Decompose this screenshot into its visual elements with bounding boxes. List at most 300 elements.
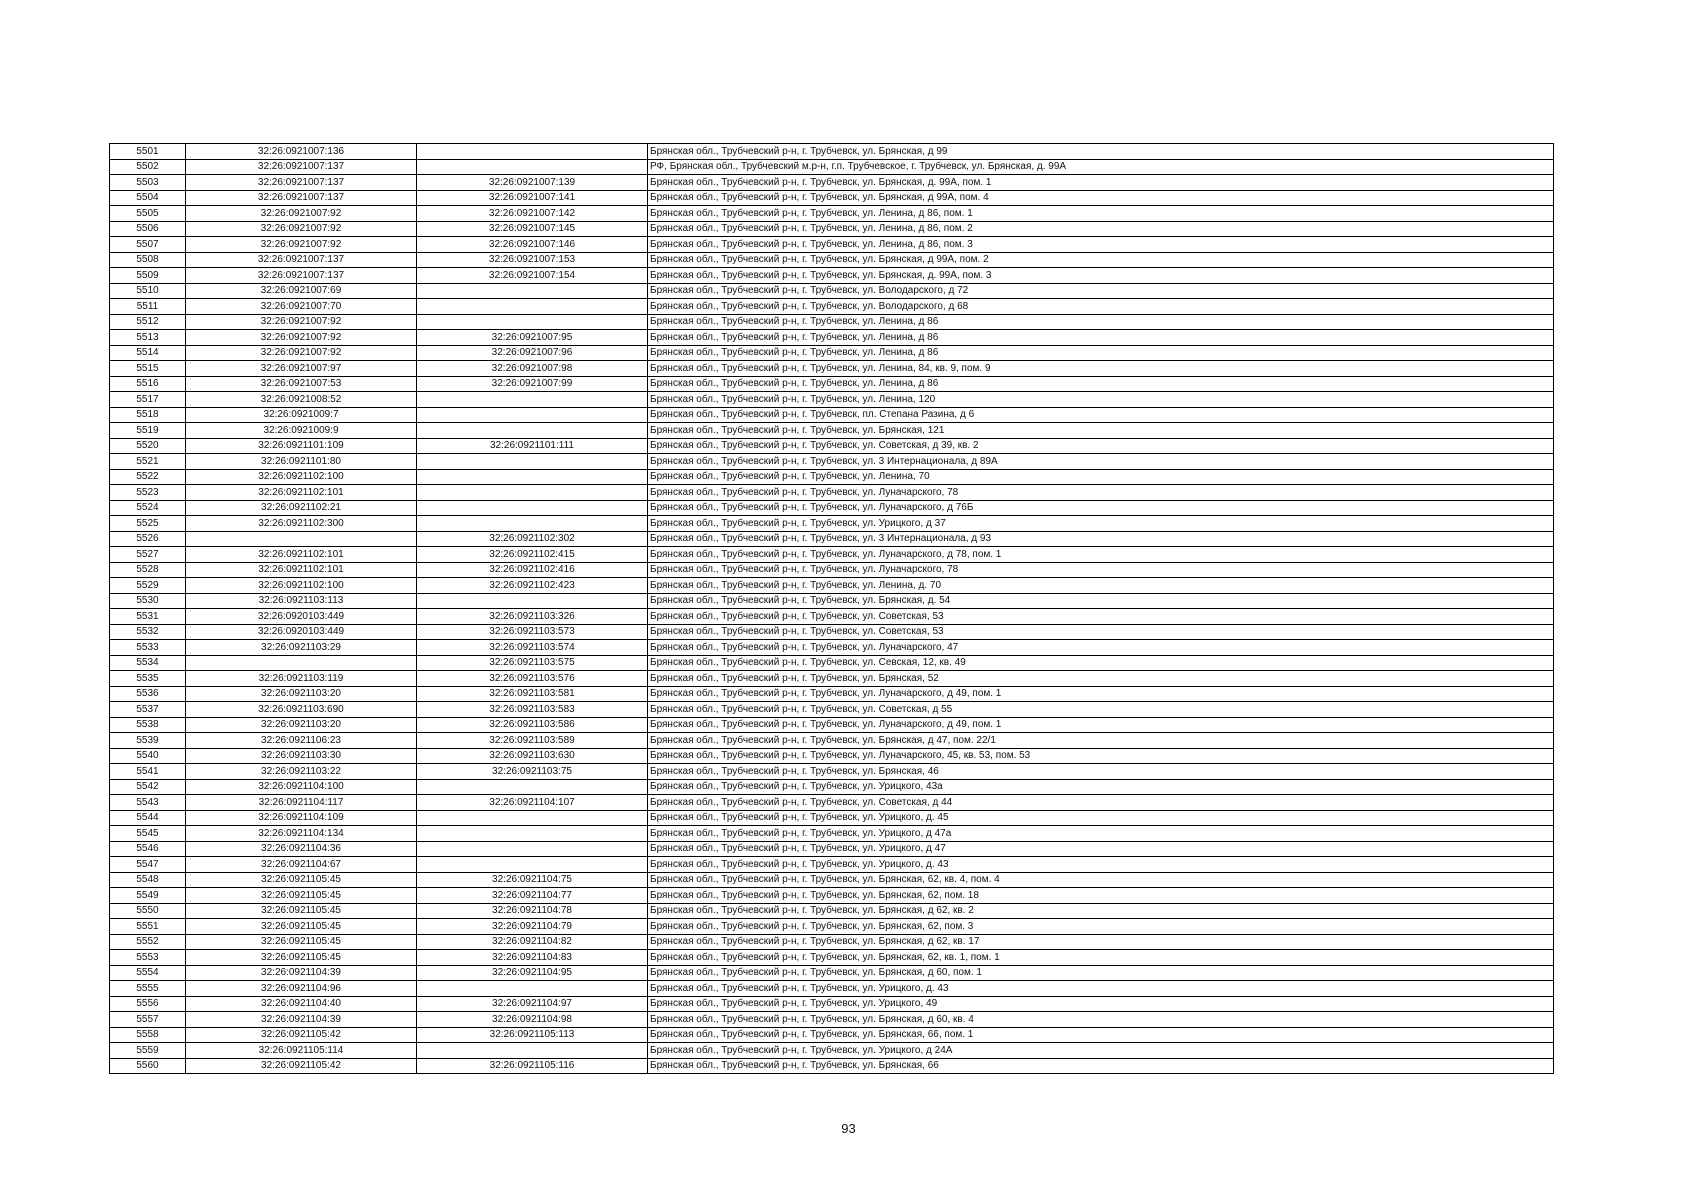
row-number-cell: 5537 — [110, 702, 186, 718]
table-row — [110, 206, 1554, 222]
cadastral-number-cell: 32:26:0921007:137 — [186, 175, 417, 191]
address-cell: Брянская обл., Трубчевский р-н, г. Трубчевск, ул. Луначарского, 78 — [648, 562, 1554, 578]
cadastral-number-cell: 32:26:0921103:690 — [186, 702, 417, 718]
records-table-body — [110, 144, 1554, 1074]
row-number-cell: 5505 — [110, 206, 186, 222]
table-row — [110, 237, 1554, 253]
table-row — [110, 810, 1554, 826]
linked-cadastral-number-cell: 32:26:0921007:154 — [417, 268, 648, 284]
table-row — [110, 624, 1554, 640]
table-row — [110, 1043, 1554, 1059]
row-number-cell: 5550 — [110, 903, 186, 919]
address-cell: Брянская обл., Трубчевский р-н, г. Трубчевск, ул. Урицкого, д 47а — [648, 826, 1554, 842]
row-number-cell: 5508 — [110, 252, 186, 268]
table-row — [110, 686, 1554, 702]
table-row — [110, 423, 1554, 439]
address-cell: Брянская обл., Трубчевский р-н, г. Трубчевск, ул. Брянская, д. 99А, пом. 3 — [648, 268, 1554, 284]
address-cell: Брянская обл., Трубчевский р-н, г. Трубчевск, ул. Луначарского, д 76Б — [648, 500, 1554, 516]
row-number-cell: 5528 — [110, 562, 186, 578]
address-cell: Брянская обл., Трубчевский р-н, г. Трубчевск, ул. Луначарского, д 49, пом. 1 — [648, 717, 1554, 733]
row-number-cell: 5546 — [110, 841, 186, 857]
linked-cadastral-number-cell — [417, 500, 648, 516]
row-number-cell: 5511 — [110, 299, 186, 315]
row-number-cell: 5510 — [110, 283, 186, 299]
cadastral-number-cell: 32:26:0921103:113 — [186, 593, 417, 609]
linked-cadastral-number-cell: 32:26:0921103:576 — [417, 671, 648, 687]
address-cell: Брянская обл., Трубчевский р-н, г. Трубчевск, ул. Урицкого, д 24А — [648, 1043, 1554, 1059]
linked-cadastral-number-cell: 32:26:0921102:423 — [417, 578, 648, 594]
linked-cadastral-number-cell: 32:26:0921007:142 — [417, 206, 648, 222]
address-cell: Брянская обл., Трубчевский р-н, г. Трубчевск, ул. Урицкого, д. 43 — [648, 981, 1554, 997]
address-cell: Брянская обл., Трубчевский р-н, г. Трубчевск, ул. Брянская, д 62, кв. 17 — [648, 934, 1554, 950]
row-number-cell: 5551 — [110, 919, 186, 935]
row-number-cell: 5509 — [110, 268, 186, 284]
linked-cadastral-number-cell: 32:26:0921105:116 — [417, 1058, 648, 1074]
cadastral-number-cell: 32:26:0921102:100 — [186, 469, 417, 485]
linked-cadastral-number-cell: 32:26:0921007:141 — [417, 190, 648, 206]
cadastral-number-cell: 32:26:0921007:92 — [186, 206, 417, 222]
address-cell: Брянская обл., Трубчевский р-н, г. Трубчевск, ул. Брянская, д. 99А, пом. 1 — [648, 175, 1554, 191]
table-row — [110, 655, 1554, 671]
address-cell: Брянская обл., Трубчевский р-н, г. Трубчевск, ул. Ленина, 84, кв. 9, пом. 9 — [648, 361, 1554, 377]
table-row — [110, 485, 1554, 501]
row-number-cell: 5541 — [110, 764, 186, 780]
linked-cadastral-number-cell: 32:26:0921103:589 — [417, 733, 648, 749]
cadastral-number-cell: 32:26:0921008:52 — [186, 392, 417, 408]
address-cell: Брянская обл., Трубчевский р-н, г. Трубчевск, ул. Урицкого, д 47 — [648, 841, 1554, 857]
address-cell: Брянская обл., Трубчевский р-н, г. Трубчевск, ул. Брянская, д 99 — [648, 144, 1554, 160]
table-row — [110, 299, 1554, 315]
linked-cadastral-number-cell: 32:26:0921104:79 — [417, 919, 648, 935]
table-row — [110, 361, 1554, 377]
linked-cadastral-number-cell: 32:26:0921007:146 — [417, 237, 648, 253]
address-cell: Брянская обл., Трубчевский р-н, г. Трубчевск, ул. Брянская, 62, пом. 3 — [648, 919, 1554, 935]
address-cell: Брянская обл., Трубчевский р-н, г. Трубчевск, ул. Брянская, 62, кв. 1, пом. 1 — [648, 950, 1554, 966]
linked-cadastral-number-cell: 32:26:0921103:575 — [417, 655, 648, 671]
cadastral-number-cell: 32:26:0921007:69 — [186, 283, 417, 299]
cadastral-number-cell: 32:26:0921105:114 — [186, 1043, 417, 1059]
address-cell: Брянская обл., Трубчевский р-н, г. Трубчевск, ул. Севская, 12, кв. 49 — [648, 655, 1554, 671]
cadastral-number-cell: 32:26:0921009:7 — [186, 407, 417, 423]
row-number-cell: 5524 — [110, 500, 186, 516]
row-number-cell: 5553 — [110, 950, 186, 966]
table-row — [110, 748, 1554, 764]
address-cell: Брянская обл., Трубчевский р-н, г. Трубчевск, ул. Советская, д 39, кв. 2 — [648, 438, 1554, 454]
row-number-cell: 5506 — [110, 221, 186, 237]
row-number-cell: 5549 — [110, 888, 186, 904]
cadastral-number-cell: 32:26:0921007:137 — [186, 252, 417, 268]
linked-cadastral-number-cell — [417, 159, 648, 175]
table-row — [110, 392, 1554, 408]
linked-cadastral-number-cell: 32:26:0921104:97 — [417, 996, 648, 1012]
row-number-cell: 5534 — [110, 655, 186, 671]
table-row — [110, 175, 1554, 191]
table-row — [110, 438, 1554, 454]
address-cell: Брянская обл., Трубчевский р-н, г. Трубчевск, ул. Володарского, д 72 — [648, 283, 1554, 299]
address-cell: Брянская обл., Трубчевский р-н, г. Трубчевск, ул. Луначарского, 78 — [648, 485, 1554, 501]
table-row — [110, 547, 1554, 563]
table-row — [110, 1058, 1554, 1074]
cadastral-number-cell: 32:26:0921103:29 — [186, 640, 417, 656]
table-row — [110, 190, 1554, 206]
cadastral-number-cell: 32:26:0921104:36 — [186, 841, 417, 857]
linked-cadastral-number-cell — [417, 314, 648, 330]
cadastral-number-cell: 32:26:0921007:97 — [186, 361, 417, 377]
row-number-cell: 5520 — [110, 438, 186, 454]
linked-cadastral-number-cell: 32:26:0921007:139 — [417, 175, 648, 191]
cadastral-number-cell: 32:26:0921106:23 — [186, 733, 417, 749]
cadastral-number-cell: 32:26:0921007:137 — [186, 159, 417, 175]
address-cell: Брянская обл., Трубчевский р-н, г. Трубчевск, ул. Ленина, д 86, пом. 2 — [648, 221, 1554, 237]
linked-cadastral-number-cell: 32:26:0921007:98 — [417, 361, 648, 377]
table-row — [110, 903, 1554, 919]
linked-cadastral-number-cell — [417, 516, 648, 532]
row-number-cell: 5503 — [110, 175, 186, 191]
cadastral-number-cell: 32:26:0921104:117 — [186, 795, 417, 811]
table-row — [110, 283, 1554, 299]
address-cell: Брянская обл., Трубчевский р-н, г. Трубчевск, ул. Володарского, д 68 — [648, 299, 1554, 315]
table-row — [110, 888, 1554, 904]
cadastral-number-cell: 32:26:0921007:92 — [186, 221, 417, 237]
row-number-cell: 5542 — [110, 779, 186, 795]
row-number-cell: 5527 — [110, 547, 186, 563]
row-number-cell: 5513 — [110, 330, 186, 346]
row-number-cell: 5518 — [110, 407, 186, 423]
table-row — [110, 733, 1554, 749]
linked-cadastral-number-cell — [417, 485, 648, 501]
linked-cadastral-number-cell: 32:26:0921103:586 — [417, 717, 648, 733]
row-number-cell: 5525 — [110, 516, 186, 532]
linked-cadastral-number-cell — [417, 454, 648, 470]
address-cell: Брянская обл., Трубчевский р-н, г. Трубчевск, ул. Брянская, 46 — [648, 764, 1554, 780]
row-number-cell: 5526 — [110, 531, 186, 547]
table-row — [110, 469, 1554, 485]
cadastral-number-cell: 32:26:0921102:300 — [186, 516, 417, 532]
linked-cadastral-number-cell: 32:26:0921104:83 — [417, 950, 648, 966]
table-row — [110, 330, 1554, 346]
cadastral-number-cell: 32:26:0921105:45 — [186, 950, 417, 966]
linked-cadastral-number-cell: 32:26:0921101:111 — [417, 438, 648, 454]
address-cell: РФ, Брянская обл., Трубчевский м.р-н, г.п. Трубчевское, г. Трубчевск, ул. Брянская, д. 99А — [648, 159, 1554, 175]
cadastral-number-cell: 32:26:0921007:53 — [186, 376, 417, 392]
cadastral-number-cell: 32:26:0921009:9 — [186, 423, 417, 439]
row-number-cell: 5512 — [110, 314, 186, 330]
row-number-cell: 5538 — [110, 717, 186, 733]
linked-cadastral-number-cell: 32:26:0921103:630 — [417, 748, 648, 764]
address-cell: Брянская обл., Трубчевский р-н, г. Трубчевск, ул. Ленина, д. 70 — [648, 578, 1554, 594]
cadastral-number-cell: 32:26:0921007:92 — [186, 330, 417, 346]
linked-cadastral-number-cell: 32:26:0921104:95 — [417, 965, 648, 981]
cadastral-number-cell: 32:26:0921105:42 — [186, 1027, 417, 1043]
address-cell: Брянская обл., Трубчевский р-н, г. Трубчевск, ул. Ленина, д 86 — [648, 330, 1554, 346]
table-row — [110, 144, 1554, 160]
row-number-cell: 5558 — [110, 1027, 186, 1043]
table-row — [110, 252, 1554, 268]
linked-cadastral-number-cell: 32:26:0921103:574 — [417, 640, 648, 656]
address-cell: Брянская обл., Трубчевский р-н, г. Трубчевск, ул. Советская, д 44 — [648, 795, 1554, 811]
table-row — [110, 950, 1554, 966]
linked-cadastral-number-cell — [417, 981, 648, 997]
row-number-cell: 5539 — [110, 733, 186, 749]
linked-cadastral-number-cell: 32:26:0921102:415 — [417, 547, 648, 563]
cadastral-number-cell: 32:26:0921103:30 — [186, 748, 417, 764]
address-cell: Брянская обл., Трубчевский р-н, г. Трубчевск, ул. Советская, 53 — [648, 609, 1554, 625]
row-number-cell: 5556 — [110, 996, 186, 1012]
address-cell: Брянская обл., Трубчевский р-н, г. Трубчевск, ул. Урицкого, д. 45 — [648, 810, 1554, 826]
address-cell: Брянская обл., Трубчевский р-н, г. Трубчевск, ул. Брянская, 52 — [648, 671, 1554, 687]
table-row — [110, 826, 1554, 842]
linked-cadastral-number-cell — [417, 469, 648, 485]
linked-cadastral-number-cell: 32:26:0921103:75 — [417, 764, 648, 780]
cadastral-number-cell: 32:26:0921102:100 — [186, 578, 417, 594]
cadastral-number-cell — [186, 531, 417, 547]
address-cell: Брянская обл., Трубчевский р-н, г. Трубчевск, ул. Луначарского, д 78, пом. 1 — [648, 547, 1554, 563]
address-cell: Брянская обл., Трубчевский р-н, г. Трубчевск, ул. Урицкого, д. 43 — [648, 857, 1554, 873]
row-number-cell: 5554 — [110, 965, 186, 981]
address-cell: Брянская обл., Трубчевский р-н, г. Трубчевск, ул. Брянская, д 99А, пом. 2 — [648, 252, 1554, 268]
address-cell: Брянская обл., Трубчевский р-н, г. Трубчевск, пл. Степана Разина, д 6 — [648, 407, 1554, 423]
address-cell: Брянская обл., Трубчевский р-н, г. Трубчевск, ул. Луначарского, д 49, пом. 1 — [648, 686, 1554, 702]
cadastral-number-cell: 32:26:0921102:101 — [186, 485, 417, 501]
table-row — [110, 996, 1554, 1012]
table-row — [110, 702, 1554, 718]
linked-cadastral-number-cell: 32:26:0921104:82 — [417, 934, 648, 950]
cadastral-number-cell: 32:26:0921104:100 — [186, 779, 417, 795]
address-cell: Брянская обл., Трубчевский р-н, г. Трубчевск, ул. Брянская, 66, пом. 1 — [648, 1027, 1554, 1043]
row-number-cell: 5529 — [110, 578, 186, 594]
linked-cadastral-number-cell: 32:26:0921103:326 — [417, 609, 648, 625]
linked-cadastral-number-cell: 32:26:0921007:153 — [417, 252, 648, 268]
linked-cadastral-number-cell — [417, 841, 648, 857]
table-row — [110, 934, 1554, 950]
row-number-cell: 5531 — [110, 609, 186, 625]
row-number-cell: 5547 — [110, 857, 186, 873]
linked-cadastral-number-cell: 32:26:0921103:581 — [417, 686, 648, 702]
linked-cadastral-number-cell — [417, 1043, 648, 1059]
address-cell: Брянская обл., Трубчевский р-н, г. Трубчевск, ул. Брянская, д 47, пом. 22/1 — [648, 733, 1554, 749]
table-row — [110, 1012, 1554, 1028]
address-cell: Брянская обл., Трубчевский р-н, г. Трубчевск, ул. Ленина, д 86 — [648, 345, 1554, 361]
cadastral-number-cell: 32:26:0921007:136 — [186, 144, 417, 160]
cadastral-number-cell: 32:26:0921104:96 — [186, 981, 417, 997]
linked-cadastral-number-cell: 32:26:0921104:78 — [417, 903, 648, 919]
cadastral-number-cell: 32:26:0921102:21 — [186, 500, 417, 516]
row-number-cell: 5502 — [110, 159, 186, 175]
cadastral-number-cell: 32:26:0920103:449 — [186, 624, 417, 640]
table-row — [110, 314, 1554, 330]
linked-cadastral-number-cell — [417, 779, 648, 795]
row-number-cell: 5530 — [110, 593, 186, 609]
table-row — [110, 609, 1554, 625]
linked-cadastral-number-cell — [417, 144, 648, 160]
cadastral-number-cell: 32:26:0921104:109 — [186, 810, 417, 826]
linked-cadastral-number-cell: 32:26:0921104:75 — [417, 872, 648, 888]
linked-cadastral-number-cell — [417, 407, 648, 423]
cadastral-number-cell: 32:26:0921007:70 — [186, 299, 417, 315]
cadastral-number-cell: 32:26:0921105:45 — [186, 888, 417, 904]
address-cell: Брянская обл., Трубчевский р-н, г. Трубчевск, ул. Урицкого, 43а — [648, 779, 1554, 795]
table-row — [110, 454, 1554, 470]
address-cell: Брянская обл., Трубчевский р-н, г. Трубчевск, ул. Советская, д 55 — [648, 702, 1554, 718]
table-row — [110, 1027, 1554, 1043]
row-number-cell: 5557 — [110, 1012, 186, 1028]
table-row — [110, 717, 1554, 733]
linked-cadastral-number-cell: 32:26:0921104:107 — [417, 795, 648, 811]
linked-cadastral-number-cell — [417, 392, 648, 408]
linked-cadastral-number-cell: 32:26:0921007:145 — [417, 221, 648, 237]
row-number-cell: 5533 — [110, 640, 186, 656]
linked-cadastral-number-cell: 32:26:0921102:302 — [417, 531, 648, 547]
linked-cadastral-number-cell: 32:26:0921104:98 — [417, 1012, 648, 1028]
cadastral-number-cell: 32:26:0921103:22 — [186, 764, 417, 780]
cadastral-number-cell: 32:26:0921104:67 — [186, 857, 417, 873]
row-number-cell: 5545 — [110, 826, 186, 842]
table-row — [110, 965, 1554, 981]
table-row — [110, 919, 1554, 935]
row-number-cell: 5521 — [110, 454, 186, 470]
table-row — [110, 268, 1554, 284]
cadastral-number-cell: 32:26:0921103:119 — [186, 671, 417, 687]
cadastral-number-cell: 32:26:0921105:45 — [186, 872, 417, 888]
row-number-cell: 5544 — [110, 810, 186, 826]
table-row — [110, 857, 1554, 873]
row-number-cell: 5552 — [110, 934, 186, 950]
table-row — [110, 671, 1554, 687]
table-row — [110, 376, 1554, 392]
cadastral-number-cell: 32:26:0920103:449 — [186, 609, 417, 625]
address-cell: Брянская обл., Трубчевский р-н, г. Трубчевск, ул. Ленина, д 86, пом. 1 — [648, 206, 1554, 222]
row-number-cell: 5560 — [110, 1058, 186, 1074]
linked-cadastral-number-cell — [417, 857, 648, 873]
row-number-cell: 5515 — [110, 361, 186, 377]
address-cell: Брянская обл., Трубчевский р-н, г. Трубчевск, ул. Советская, 53 — [648, 624, 1554, 640]
row-number-cell: 5523 — [110, 485, 186, 501]
cadastral-number-cell: 32:26:0921105:45 — [186, 919, 417, 935]
table-row — [110, 345, 1554, 361]
linked-cadastral-number-cell — [417, 283, 648, 299]
linked-cadastral-number-cell: 32:26:0921007:96 — [417, 345, 648, 361]
address-cell: Брянская обл., Трубчевский р-н, г. Трубчевск, ул. Ленина, 120 — [648, 392, 1554, 408]
row-number-cell: 5535 — [110, 671, 186, 687]
row-number-cell: 5514 — [110, 345, 186, 361]
row-number-cell: 5501 — [110, 144, 186, 160]
address-cell: Брянская обл., Трубчевский р-н, г. Трубчевск, ул. Брянская, д 60, кв. 4 — [648, 1012, 1554, 1028]
address-cell: Брянская обл., Трубчевский р-н, г. Трубчевск, ул. Ленина, 70 — [648, 469, 1554, 485]
address-cell: Брянская обл., Трубчевский р-н, г. Трубчевск, ул. Урицкого, 49 — [648, 996, 1554, 1012]
records-table — [109, 143, 1554, 1074]
address-cell: Брянская обл., Трубчевский р-н, г. Трубчевск, ул. Брянская, 62, кв. 4, пом. 4 — [648, 872, 1554, 888]
row-number-cell: 5543 — [110, 795, 186, 811]
table-row — [110, 640, 1554, 656]
address-cell: Брянская обл., Трубчевский р-н, г. Трубчевск, ул. Ленина, д 86 — [648, 376, 1554, 392]
row-number-cell: 5540 — [110, 748, 186, 764]
address-cell: Брянская обл., Трубчевский р-н, г. Трубчевск, ул. Брянская, 121 — [648, 423, 1554, 439]
linked-cadastral-number-cell: 32:26:0921105:113 — [417, 1027, 648, 1043]
table-row — [110, 593, 1554, 609]
linked-cadastral-number-cell — [417, 593, 648, 609]
table-row — [110, 407, 1554, 423]
row-number-cell: 5548 — [110, 872, 186, 888]
cadastral-number-cell: 32:26:0921105:42 — [186, 1058, 417, 1074]
cadastral-number-cell: 32:26:0921105:45 — [186, 934, 417, 950]
cadastral-number-cell: 32:26:0921102:101 — [186, 547, 417, 563]
row-number-cell: 5559 — [110, 1043, 186, 1059]
table-row — [110, 531, 1554, 547]
cadastral-number-cell: 32:26:0921007:92 — [186, 314, 417, 330]
row-number-cell: 5519 — [110, 423, 186, 439]
address-cell: Брянская обл., Трубчевский р-н, г. Трубчевск, ул. Ленина, д 86 — [648, 314, 1554, 330]
address-cell: Брянская обл., Трубчевский р-н, г. Трубчевск, ул. Луначарского, 47 — [648, 640, 1554, 656]
address-cell: Брянская обл., Трубчевский р-н, г. Трубчевск, ул. 3 Интернационала, д 93 — [648, 531, 1554, 547]
table-row — [110, 779, 1554, 795]
cadastral-number-cell: 32:26:0921105:45 — [186, 903, 417, 919]
row-number-cell: 5522 — [110, 469, 186, 485]
table-row — [110, 764, 1554, 780]
address-cell: Брянская обл., Трубчевский р-н, г. Трубчевск, ул. 3 Интернационала, д 89А — [648, 454, 1554, 470]
cadastral-number-cell: 32:26:0921101:80 — [186, 454, 417, 470]
table-row — [110, 795, 1554, 811]
cadastral-number-cell: 32:26:0921104:40 — [186, 996, 417, 1012]
address-cell: Брянская обл., Трубчевский р-н, г. Трубчевск, ул. Брянская, д. 54 — [648, 593, 1554, 609]
table-row — [110, 562, 1554, 578]
linked-cadastral-number-cell: 32:26:0921104:77 — [417, 888, 648, 904]
table-row — [110, 872, 1554, 888]
address-cell: Брянская обл., Трубчевский р-н, г. Трубчевск, ул. Брянская, д 99А, пом. 4 — [648, 190, 1554, 206]
row-number-cell: 5536 — [110, 686, 186, 702]
linked-cadastral-number-cell — [417, 299, 648, 315]
linked-cadastral-number-cell: 32:26:0921007:99 — [417, 376, 648, 392]
address-cell: Брянская обл., Трубчевский р-н, г. Трубчевск, ул. Брянская, 62, пом. 18 — [648, 888, 1554, 904]
table-row — [110, 500, 1554, 516]
linked-cadastral-number-cell — [417, 423, 648, 439]
table-row — [110, 221, 1554, 237]
table-row — [110, 841, 1554, 857]
row-number-cell: 5532 — [110, 624, 186, 640]
cadastral-number-cell: 32:26:0921101:109 — [186, 438, 417, 454]
cadastral-number-cell — [186, 655, 417, 671]
table-row — [110, 981, 1554, 997]
row-number-cell: 5507 — [110, 237, 186, 253]
linked-cadastral-number-cell: 32:26:0921102:416 — [417, 562, 648, 578]
row-number-cell: 5517 — [110, 392, 186, 408]
table-row — [110, 516, 1554, 532]
cadastral-number-cell: 32:26:0921103:20 — [186, 717, 417, 733]
row-number-cell: 5555 — [110, 981, 186, 997]
table-row — [110, 159, 1554, 175]
linked-cadastral-number-cell: 32:26:0921103:573 — [417, 624, 648, 640]
cadastral-number-cell: 32:26:0921007:92 — [186, 345, 417, 361]
linked-cadastral-number-cell: 32:26:0921103:583 — [417, 702, 648, 718]
cadastral-number-cell: 32:26:0921103:20 — [186, 686, 417, 702]
table-row — [110, 578, 1554, 594]
address-cell: Брянская обл., Трубчевский р-н, г. Трубчевск, ул. Брянская, 66 — [648, 1058, 1554, 1074]
cadastral-number-cell: 32:26:0921007:137 — [186, 190, 417, 206]
cadastral-number-cell: 32:26:0921104:134 — [186, 826, 417, 842]
cadastral-number-cell: 32:26:0921007:92 — [186, 237, 417, 253]
linked-cadastral-number-cell: 32:26:0921007:95 — [417, 330, 648, 346]
cadastral-number-cell: 32:26:0921104:39 — [186, 965, 417, 981]
address-cell: Брянская обл., Трубчевский р-н, г. Трубчевск, ул. Луначарского, 45, кв. 53, пом. 53 — [648, 748, 1554, 764]
row-number-cell: 5516 — [110, 376, 186, 392]
address-cell: Брянская обл., Трубчевский р-н, г. Трубчевск, ул. Брянская, д 62, кв. 2 — [648, 903, 1554, 919]
address-cell: Брянская обл., Трубчевский р-н, г. Трубчевск, ул. Урицкого, д 37 — [648, 516, 1554, 532]
row-number-cell: 5504 — [110, 190, 186, 206]
address-cell: Брянская обл., Трубчевский р-н, г. Трубчевск, ул. Брянская, д 60, пом. 1 — [648, 965, 1554, 981]
linked-cadastral-number-cell — [417, 826, 648, 842]
cadastral-number-cell: 32:26:0921102:101 — [186, 562, 417, 578]
cadastral-number-cell: 32:26:0921007:137 — [186, 268, 417, 284]
page-number: 93 — [841, 1121, 856, 1136]
